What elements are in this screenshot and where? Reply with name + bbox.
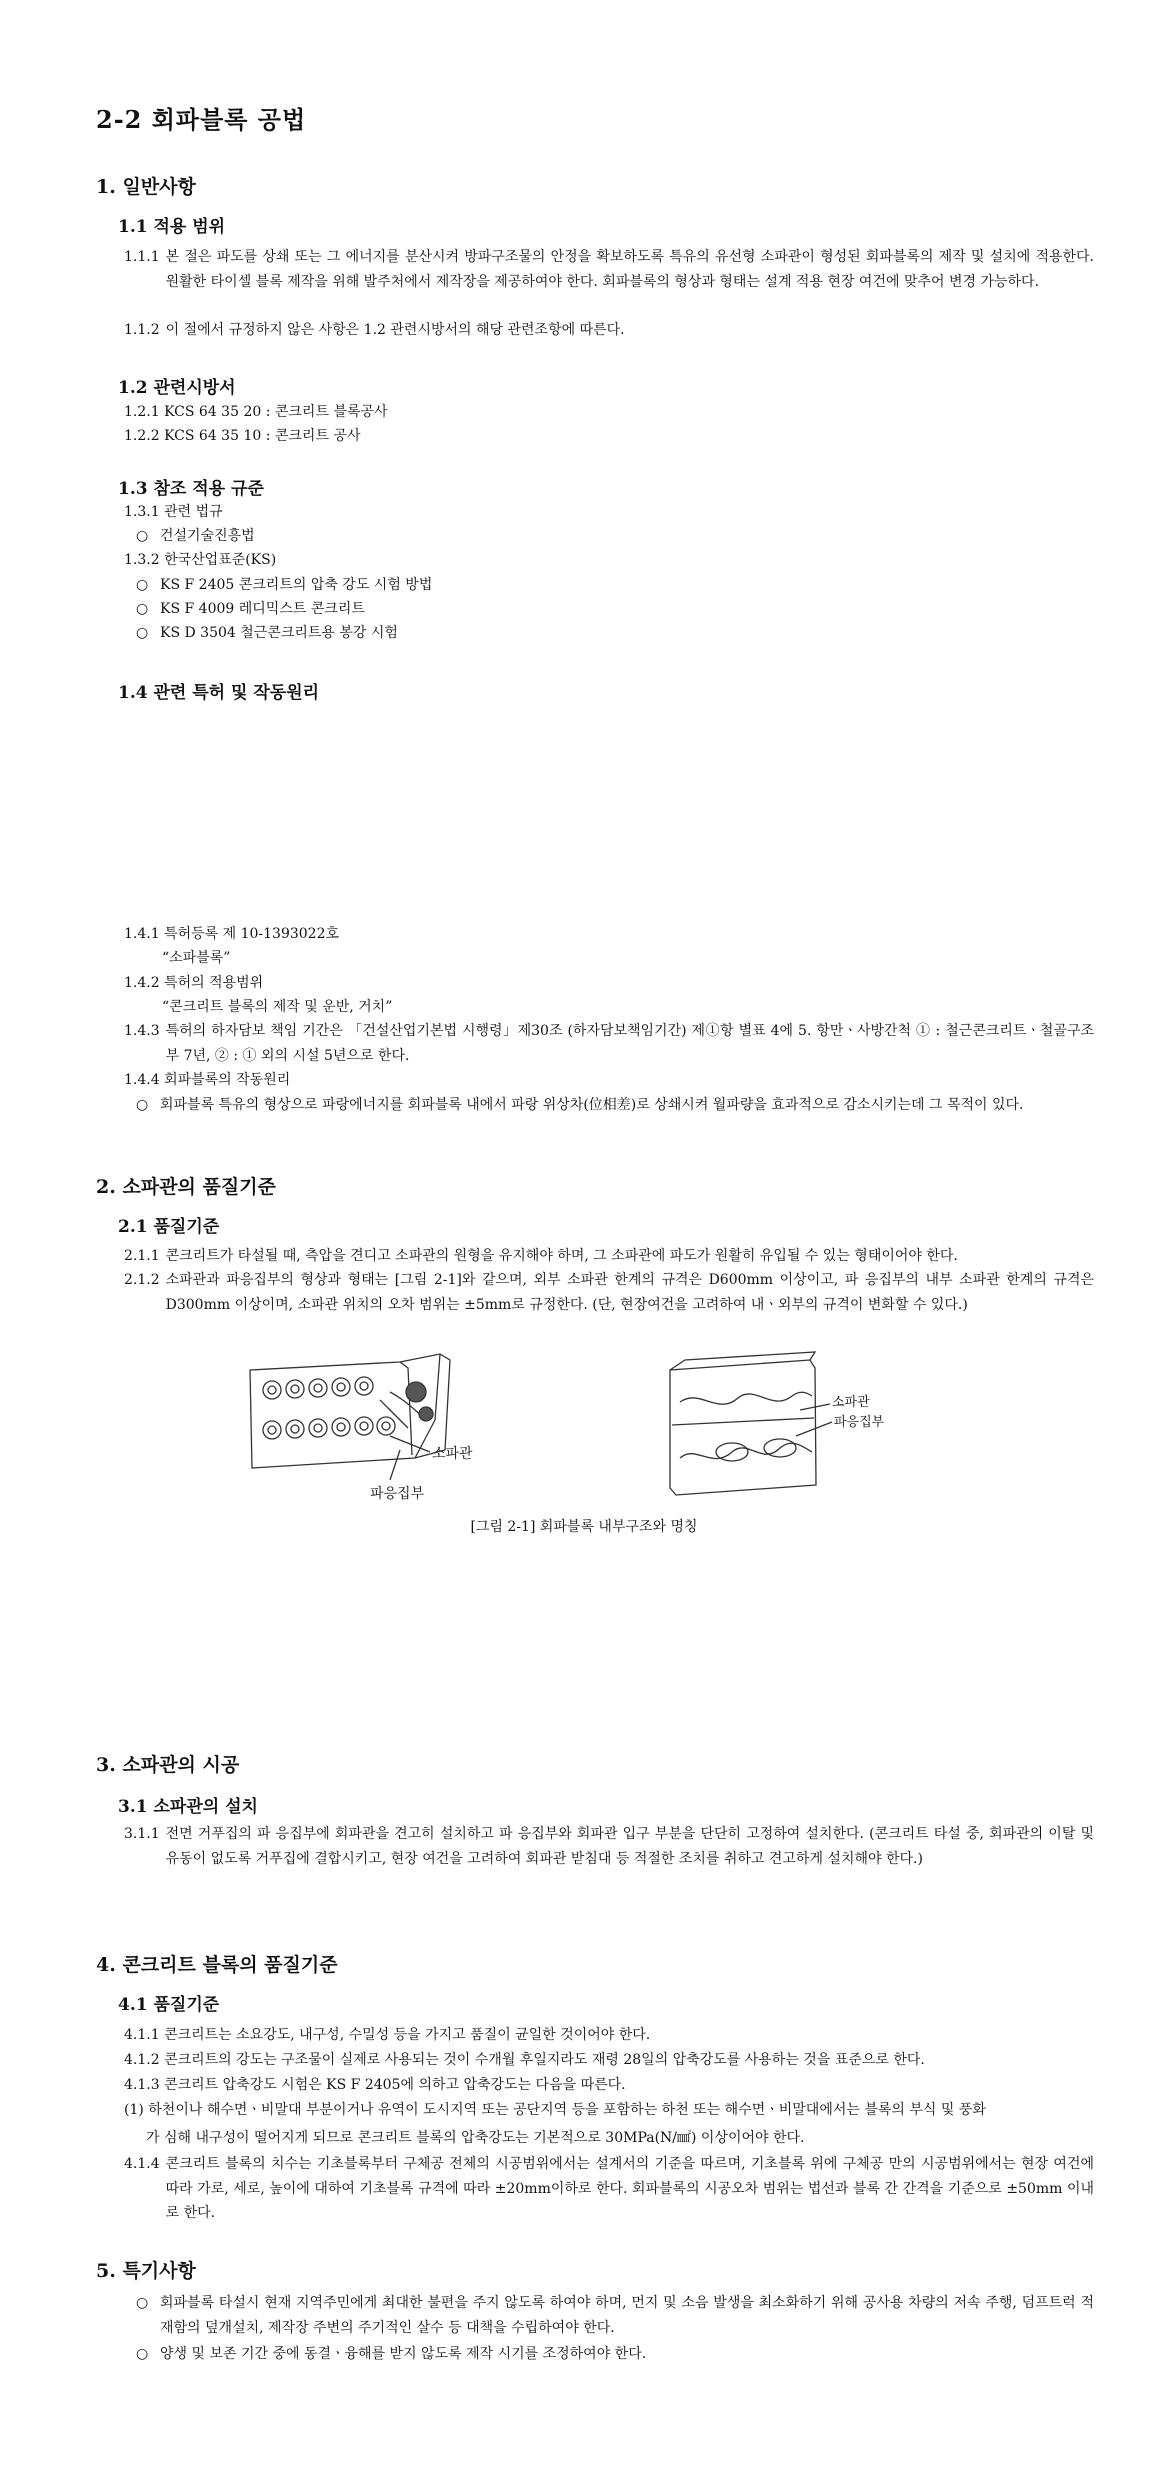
bullet-1-3-2c bbox=[136, 621, 1094, 646]
item-4-1-3-sub-line1: (1) 하천이나 해수면ㆍ비말대 부분이거나 유역이 도시지역 또는 공단지역 등을 포함하는 하천 또는 해수면ㆍ비말대에서는 블록의 부식 및 풍화 bbox=[124, 2102, 986, 2118]
item-1-2-1: 1.2.1 KCS 64 35 20 : 콘크리트 블록공사 bbox=[124, 404, 388, 420]
item-text: 특허의 하자담보 책임 기간은 「건설산업기본법 시행령」제30조 (하자담보책임기간) 제①항 별표 4에 5. 항만ㆍ사방간척 ① : 철근콘크리트ㆍ철골구조부 7년, ② : ① 외의 시설 5년으로 한다. bbox=[165, 1023, 1094, 1064]
item-text: 콘크리트 블록의 치수는 기초블록부터 구체공 전체의 시공범위에서는 설계서의 기준을 따르며, 기초블록 위에 구체공 만의 시공범위에서는 현장 여건에 따라 가로, 세로, 높이에 대하여 기초블록 규격에 따라 ±20mm이하로 한다. 회파블록의 시공오차 범위는 법선과 블록 간 간격을 기준으로 ±50mm 이내로 한다. bbox=[165, 2156, 1094, 2221]
item-text: 본 절은 파도를 상쇄 또는 그 에너지를 분산시켜 방파구조물의 안정을 확보하도록 특유의 유선형 소파관이 형성된 회파블록의 제작 및 설치에 적용한다. 원활한 타이셀 블록 제작을 위해 발주처에서 제작장을 제공하여야 한다. 회파블록의 형상과 형태는 설계 적용 현장 여건에 맞추어 변경 가능하다. bbox=[165, 249, 1094, 290]
item-1-3-1: 1.3.1 관련 법규 bbox=[124, 504, 223, 520]
leader-line-right-convergence bbox=[796, 1422, 832, 1436]
item-1-4-3 bbox=[124, 1019, 1094, 1068]
bullet-text: KS D 3504 철근콘크리트용 봉강 시험 bbox=[160, 625, 398, 641]
wave-hole bbox=[332, 1378, 350, 1396]
item-1-4-1-sub: “소파블록” bbox=[162, 950, 231, 966]
page-title: 2-2 회파블록 공법 bbox=[96, 105, 307, 134]
bullet-mark: ○ bbox=[136, 2346, 149, 2362]
item-text: 소파관과 파응집부의 형상과 형태는 [그림 2-1]와 같으며, 외부 소파관 한계의 규격은 D600mm 이상이고, 파 응집부의 내부 소파관 한계의 규격은 D300mm 이상이며, 소파관 위치의 오차 범위는 ±5mm로 규정한다. (단, 현장여건을 고려하여 내ㆍ외부의 규격이 변화할 수 있다.) bbox=[165, 1272, 1094, 1313]
bullet-mark: ○ bbox=[136, 601, 149, 617]
wave-hole bbox=[355, 1417, 373, 1435]
item-number: 1.1.2 bbox=[124, 322, 160, 338]
item-1-2-2: 1.2.2 KCS 64 35 10 : 콘크리트 공사 bbox=[124, 428, 361, 444]
bullet-1-3-2a bbox=[136, 573, 1094, 598]
inner-wave-tube-top bbox=[680, 1392, 812, 1404]
wave-hole bbox=[355, 1377, 373, 1395]
block-left-drawing bbox=[250, 1354, 450, 1480]
item-1-1-2 bbox=[124, 318, 1094, 343]
wave-hole bbox=[309, 1419, 327, 1437]
item-1-4-4: 1.4.4 회파블록의 작동원리 bbox=[124, 1072, 291, 1088]
item-4-1-4 bbox=[124, 2152, 1094, 2226]
wave-block-diagram bbox=[240, 1340, 940, 1510]
item-2-1-2 bbox=[124, 1268, 1094, 1317]
bullet-mark: ○ bbox=[136, 1097, 149, 1113]
right-block-outline bbox=[670, 1360, 816, 1495]
section-1-heading: 1. 일반사항 bbox=[96, 176, 196, 198]
item-text: 이 절에서 규정하지 않은 사항은 1.2 관련시방서의 해당 관련조항에 따른다. bbox=[165, 322, 625, 338]
item-1-1-1 bbox=[124, 245, 1094, 294]
bullet-mark: ○ bbox=[136, 528, 149, 544]
item-3-1-1 bbox=[124, 1822, 1094, 1871]
item-number: 1.4.3 bbox=[124, 1023, 160, 1039]
item-number: 1.1.1 bbox=[124, 249, 160, 265]
section-1-1-heading: 1.1 적용 범위 bbox=[118, 217, 226, 237]
bullet-text: 회파블록 타설시 현재 지역주민에게 최대한 불편을 주지 않도록 하여야 하며, 먼지 및 소음 발생을 최소화하기 위해 공사용 차량의 저속 주행, 덤프트럭 적재함의 덮개설치, 제작장 주변의 주기적인 살수 등 대책을 수립하여야 한다. bbox=[160, 2295, 1094, 2336]
wave-hole bbox=[263, 1381, 281, 1399]
section-1-4-heading: 1.4 관련 특허 및 작동원리 bbox=[118, 683, 320, 703]
item-number: 4.1.4 bbox=[124, 2156, 160, 2172]
bullet-mark: ○ bbox=[136, 625, 149, 641]
item-1-4-2: 1.4.2 특허의 적용범위 bbox=[124, 975, 264, 991]
block-right-drawing bbox=[670, 1352, 832, 1495]
section-5-heading: 5. 특기사항 bbox=[96, 2260, 196, 2282]
bullet-text: 건설기술진흥법 bbox=[160, 528, 255, 544]
item-number: 2.1.1 bbox=[124, 1248, 160, 1264]
bullet-mark: ○ bbox=[136, 577, 149, 593]
leader-line-tube bbox=[390, 1436, 430, 1452]
item-1-4-1: 1.4.1 특허등록 제 10-1393022호 bbox=[124, 926, 340, 942]
bullet-text: 양생 및 보존 기간 중에 동결ㆍ융해를 받지 않도록 제작 시기를 조정하여야 한다. bbox=[160, 2346, 647, 2362]
bullet-text: 회파블록 특유의 형상으로 파랑에너지를 회파블록 내에서 파랑 위상차(位相差)로 상쇄시켜 월파량을 효과적으로 감소시키는데 그 목적이 있다. bbox=[160, 1097, 1024, 1113]
bullet-5-2 bbox=[136, 2342, 1094, 2367]
section-3-heading: 3. 소파관의 시공 bbox=[96, 1754, 240, 1776]
label-right-tube: 소파관 bbox=[832, 1395, 870, 1410]
bullet-text: KS F 2405 콘크리트의 압축 강도 시험 방법 bbox=[160, 577, 433, 593]
section-1-2-heading: 1.2 관련시방서 bbox=[118, 378, 236, 398]
wave-hole bbox=[263, 1421, 281, 1439]
wave-hole bbox=[286, 1380, 304, 1398]
wave-hole bbox=[332, 1418, 350, 1436]
item-4-1-3: 4.1.3 콘크리트 압축강도 시험은 KS F 2405에 의하고 압축강도는 다음을 따른다. bbox=[124, 2077, 626, 2093]
wave-hole bbox=[286, 1420, 304, 1438]
item-number: 3.1.1 bbox=[124, 1826, 160, 1842]
item-4-1-1: 4.1.1 콘크리트는 소요강도, 내구성, 수밀성 등을 가지고 품질이 균일한 것이어야 한다. bbox=[124, 2027, 651, 2043]
item-2-1-1 bbox=[124, 1244, 1094, 1269]
section-4-heading: 4. 콘크리트 블록의 품질기준 bbox=[96, 1954, 338, 1976]
leader-line-convergence bbox=[390, 1450, 400, 1480]
section-2-heading: 2. 소파관의 품질기준 bbox=[96, 1176, 276, 1198]
section-4-1-heading: 4.1 품질기준 bbox=[118, 1995, 220, 2015]
wave-hole bbox=[309, 1379, 327, 1397]
wave-hole bbox=[377, 1417, 395, 1435]
bullet-mark: ○ bbox=[136, 2295, 149, 2311]
section-2-1-heading: 2.1 품질기준 bbox=[118, 1217, 220, 1237]
item-4-1-2: 4.1.2 콘크리트의 강도는 구조물이 실제로 사용되는 것이 수개월 후일지라도 재령 28일의 압축강도를 사용하는 것을 표준으로 한다. bbox=[124, 2052, 925, 2068]
item-text: 전면 거푸집의 파 응집부에 회파관을 견고히 설치하고 파 응집부와 회파관 입구 부분을 단단히 고정하여 설치한다. (콘크리트 타설 중, 회파관의 이탈 및 유동이 없도록 거푸집에 결합시키고, 현장 여건을 고려하여 회파관 받침대 등 적절한 조치를 취하고 견고하게 설치해야 한다.) bbox=[165, 1826, 1094, 1867]
item-4-1-3-sub-line2: 가 심해 내구성이 떨어지게 되므로 콘크리트 블록의 압축강도는 기본적으로 30MPa(N/㎟) 이상이어야 한다. bbox=[146, 2130, 805, 2146]
figure-caption: [그림 2-1] 회파블록 내부구조와 명칭 bbox=[470, 1519, 698, 1535]
bullet-text: KS F 4009 레디믹스트 콘크리트 bbox=[160, 601, 365, 617]
item-1-3-2: 1.3.2 한국산업표준(KS) bbox=[124, 552, 277, 568]
item-number: 2.1.2 bbox=[124, 1272, 160, 1288]
item-1-4-2-sub: “콘크리트 블록의 제작 및 운반, 거치” bbox=[162, 999, 393, 1015]
section-3-1-heading: 3.1 소파관의 설치 bbox=[118, 1797, 258, 1817]
label-right-convergence: 파응집부 bbox=[834, 1415, 885, 1430]
item-text: 콘크리트가 타설될 때, 측압을 견디고 소파관의 원형을 유지해야 하며, 그 소파관에 파도가 원활히 유입될 수 있는 형태이어야 한다. bbox=[165, 1248, 958, 1264]
label-left-convergence: 파응집부 bbox=[370, 1486, 425, 1502]
bullet-1-3-2b bbox=[136, 597, 1094, 622]
bullet-1-4-4 bbox=[136, 1093, 1094, 1118]
label-left-tube: 소파관 bbox=[432, 1446, 473, 1462]
section-1-3-heading: 1.3 참조 적용 규준 bbox=[118, 479, 264, 499]
bullet-1-3-1 bbox=[136, 524, 1094, 549]
bullet-5-1 bbox=[136, 2291, 1094, 2340]
